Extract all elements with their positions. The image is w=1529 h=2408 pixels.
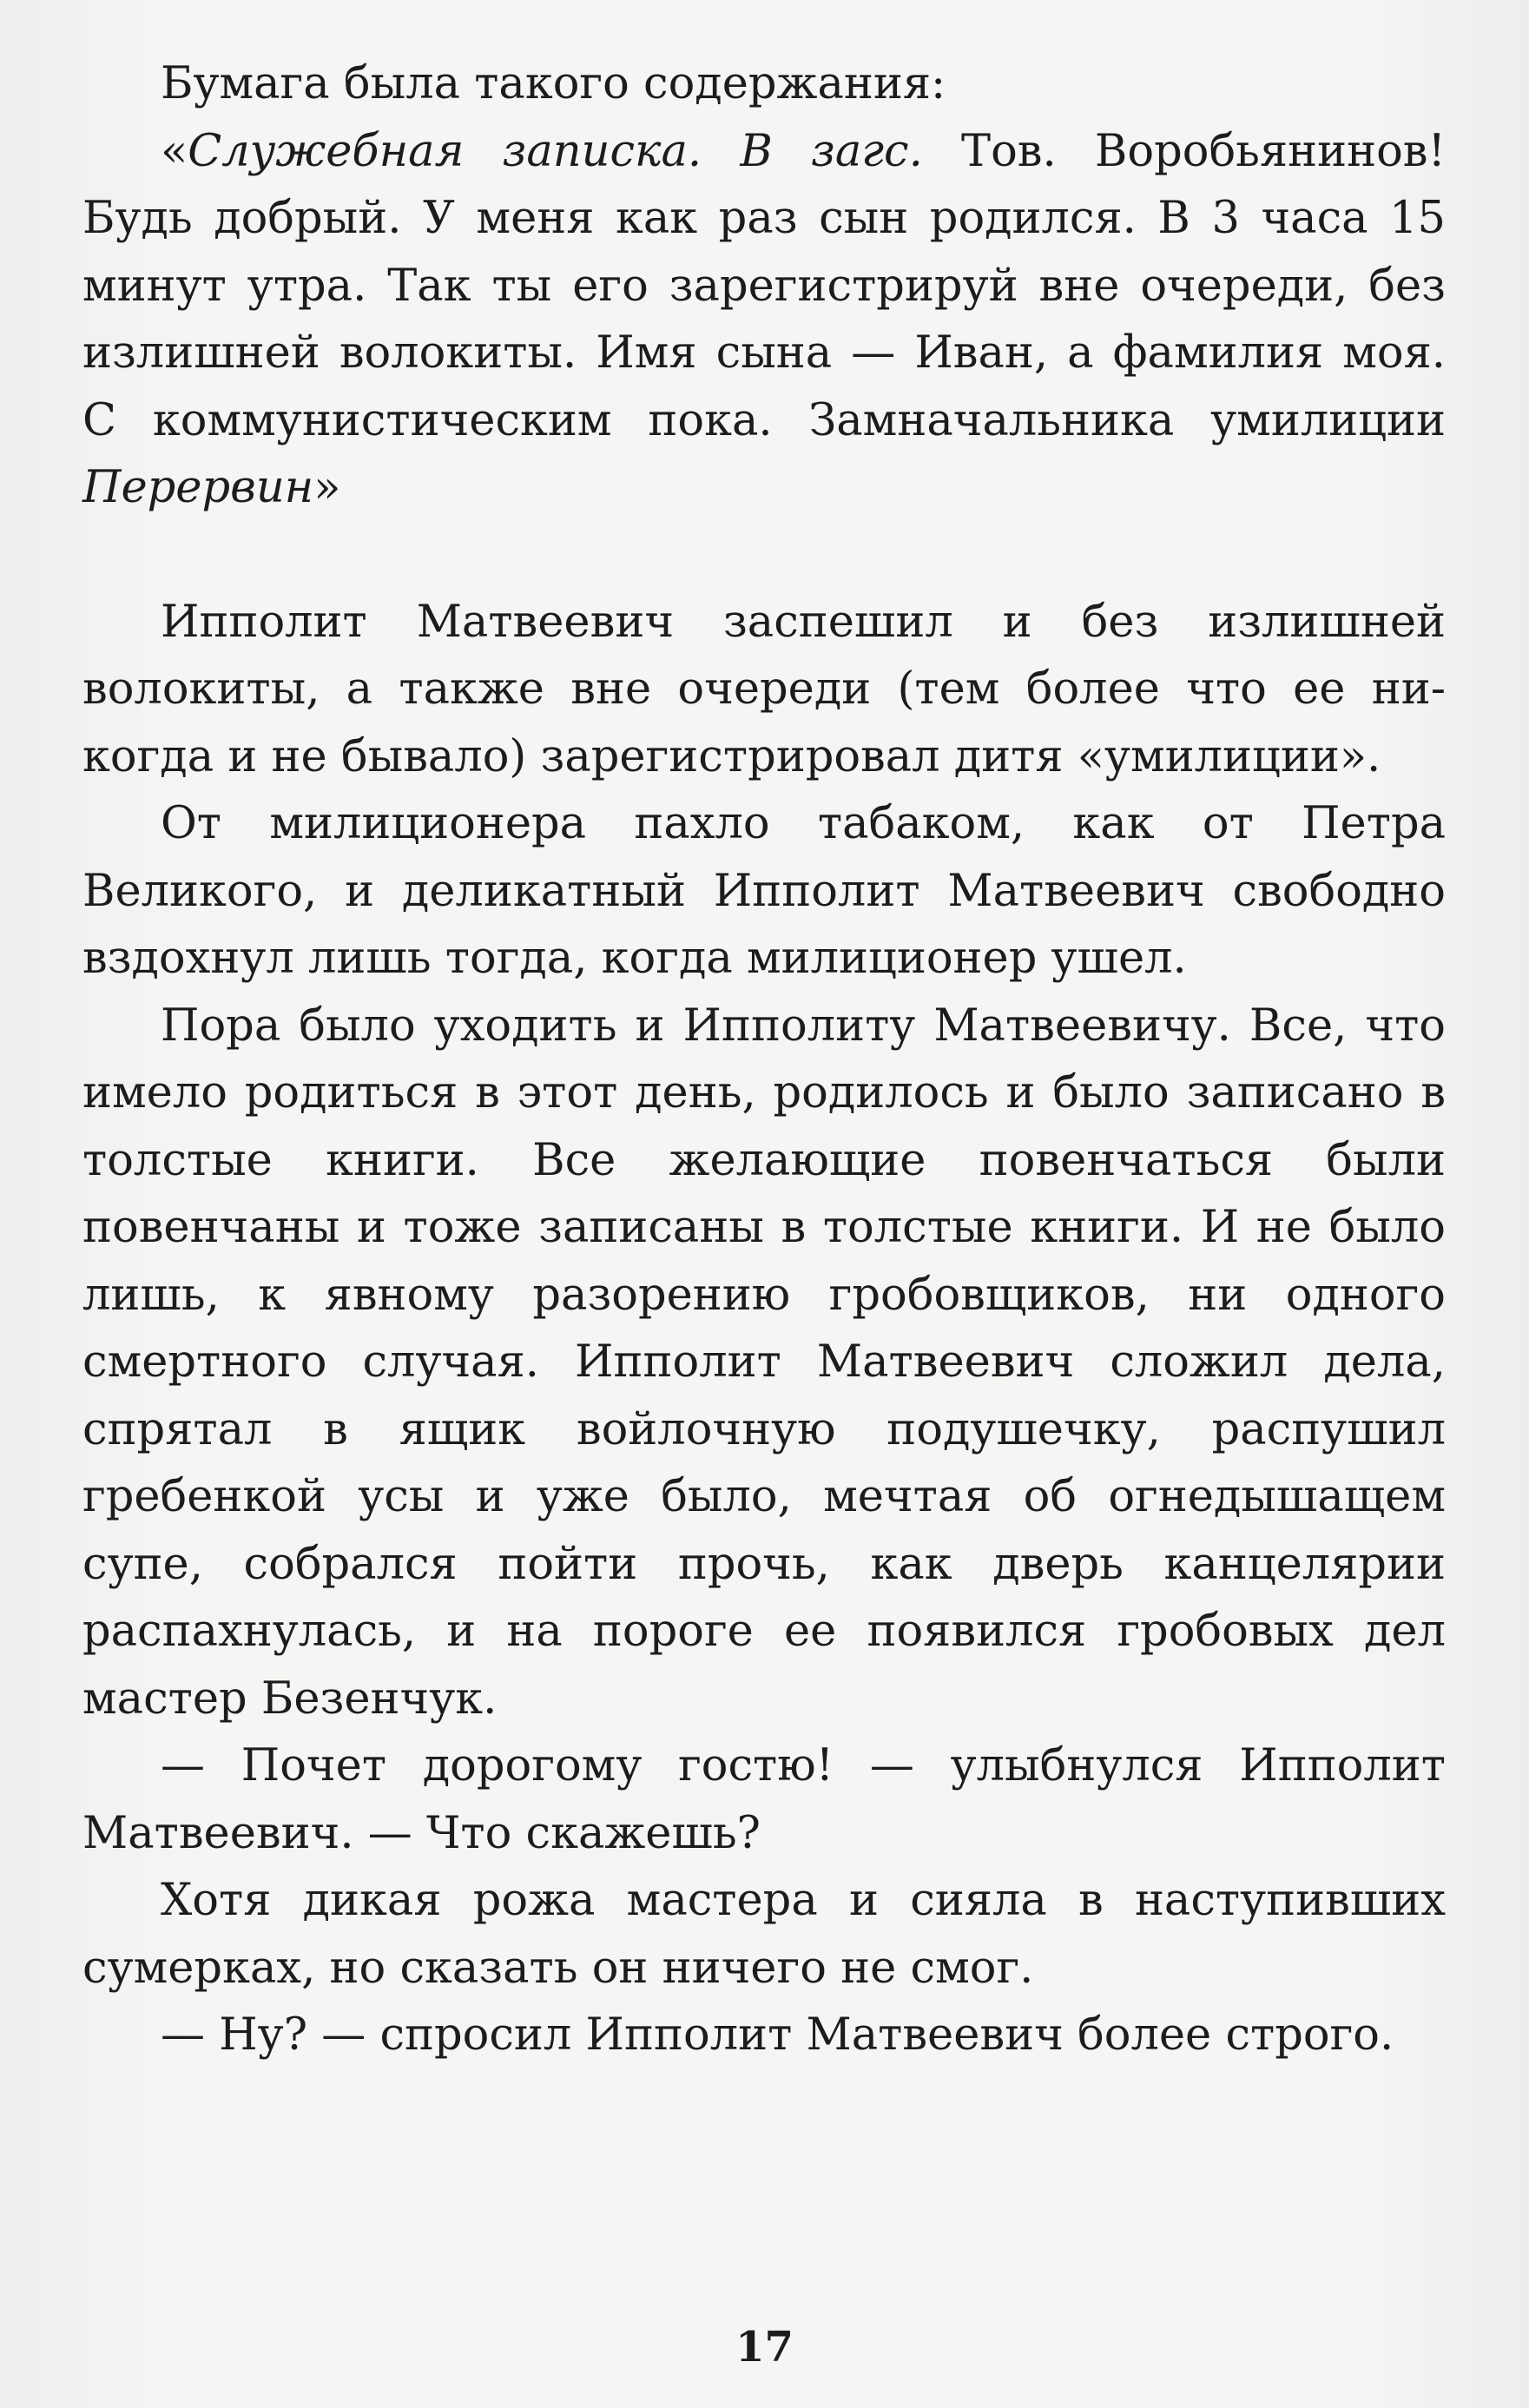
page-number: 17 [735, 2323, 794, 2372]
paragraph-silence: Хотя дикая рожа мастера и сияла в наступивших сумерках, но сказать он ничего не смог. [82, 1875, 1446, 1994]
intro-paragraph: Бумага была такого содержания: [161, 58, 946, 109]
paragraph-leaving: Пора было уходить и Ипполиту Матвеевичу. Все, что имело родиться в этот день, родилось и было записано в толстые книги. Все желающие повенчаться были повенчаны и тоже записаны в толстые книги. И не было лишь, к явному разорению гробовщиков, ни одного смертного случая. Ипполит Матвеевич сложил дела, спрятал в ящик войлочную подушечку, распушил гребенкой усы и уже было, мечтая об огнедышащем супе, собрался пойти прочь, как дверь канцелярии распахнулась, и на пороге ее появился гробовых дел мастер Безенчук. [82, 999, 1446, 1725]
paragraph-question: — Ну? — спросил Ипполит Матвеевич более строго. [161, 2009, 1394, 2061]
paragraph-militiaman: От милиционера пахло табаком, как от Петра Великого, и деликатный Ипполит Матвеевич свободно вздохнул лишь тогда, когда милиционер ушел. [82, 798, 1446, 984]
paragraph-registration: Ипполит Матвеевич заспешил и без излишней волокиты, а также вне очереди (тем более что ее никогда и не бывало) зарегистрировал дитя «умилиции». [82, 596, 1446, 782]
memo-paragraph [82, 118, 1446, 522]
paragraph-greeting: — Почет дорогому гостю! — улыбнулся Ипполит Матвеевич. — Что скажешь? [82, 1740, 1446, 1859]
memo-heading: Служебная записка. В загс. [188, 125, 923, 177]
memo-open-quote: « [161, 125, 188, 177]
memo-close-quote: » [313, 462, 341, 513]
page-text [82, 50, 1446, 2069]
memo-signature: Перервин [82, 462, 314, 513]
memo-body: Тов. Воробьянинов! Будь добрый. У меня как раз сын родился. В 3 часа 15 минут утра. Так ты его зарегистрируй вне очереди, без излишней волокиты. Имя сына — Иван, а фамилия моя. С коммунистическим пока. Замначальника умилиции [82, 125, 1446, 446]
